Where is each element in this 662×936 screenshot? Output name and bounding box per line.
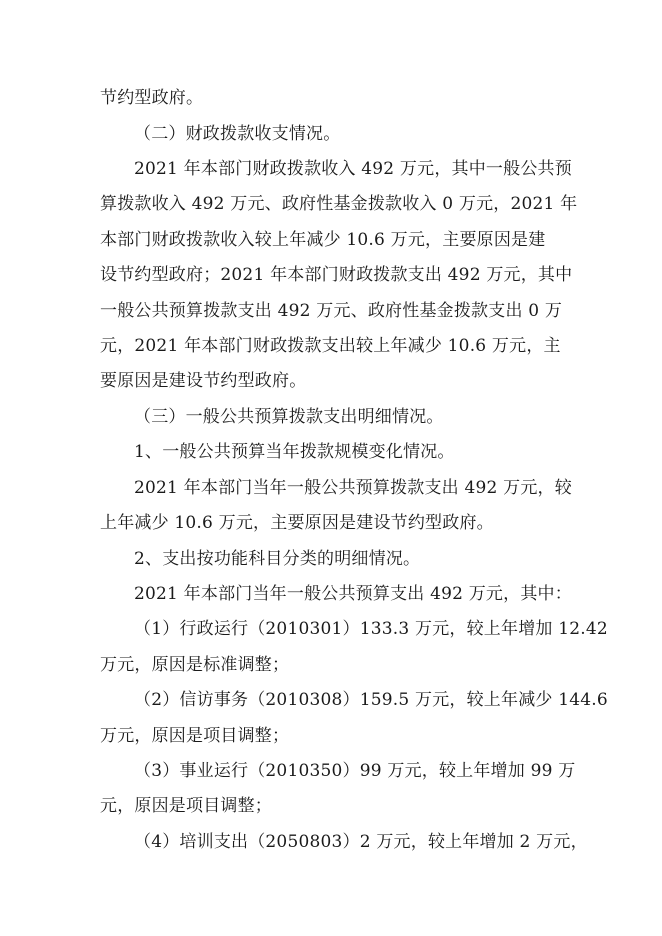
subsection-heading: 2、支出按功能科目分类的明细情况。 [134,549,421,569]
list-item: （3）事业运行（2010350）99 万元，较上年增加 99 万 [134,761,576,781]
text-line: 2021 年本部门财政拨款收入 492 万元，其中一般公共预 [134,159,572,179]
text-line: 节约型政府。 [100,88,204,108]
text-line: 万元，原因是项目调整； [100,726,290,746]
section-heading: （二）财政拨款收支情况。 [134,124,341,144]
text-line: 2021 年本部门当年一般公共预算支出 492 万元，其中： [134,584,572,604]
list-item: （4）培训支出（2050803）2 万元，较上年增加 2 万元， [134,832,588,852]
text-line: 元，原因是项目调整； [100,796,272,816]
list-item: （2）信访事务（2010308）159.5 万元，较上年减少 144.6 [134,690,608,710]
text-line: 万元，原因是标准调整； [100,655,290,675]
text-line: 元，2021 年本部门财政拨款支出较上年减少 10.6 万元，主 [100,336,561,356]
list-item: （1）行政运行（2010301）133.3 万元，较上年增加 12.42 [134,619,608,639]
subsection-heading: 1、一般公共预算当年拨款规模变化情况。 [134,442,455,462]
text-line: 算拨款收入 492 万元、政府性基金拨款收入 0 万元，2021 年 [100,194,578,214]
text-line: 上年减少 10.6 万元，主要原因是建设节约型政府。 [100,513,494,533]
text-line: 设节约型政府；2021 年本部门财政拨款支出 492 万元，其中 [100,265,573,285]
text-line: 一般公共预算拨款支出 492 万元、政府性基金拨款支出 0 万 [100,301,563,321]
text-line: 2021 年本部门当年一般公共预算拨款支出 492 万元，较 [134,478,572,498]
text-line: 本部门财政拨款收入较上年减少 10.6 万元，主要原因是建 [100,230,546,250]
section-heading: （三）一般公共预算拨款支出明细情况。 [134,407,444,427]
text-line: 要原因是建设节约型政府。 [100,371,307,391]
